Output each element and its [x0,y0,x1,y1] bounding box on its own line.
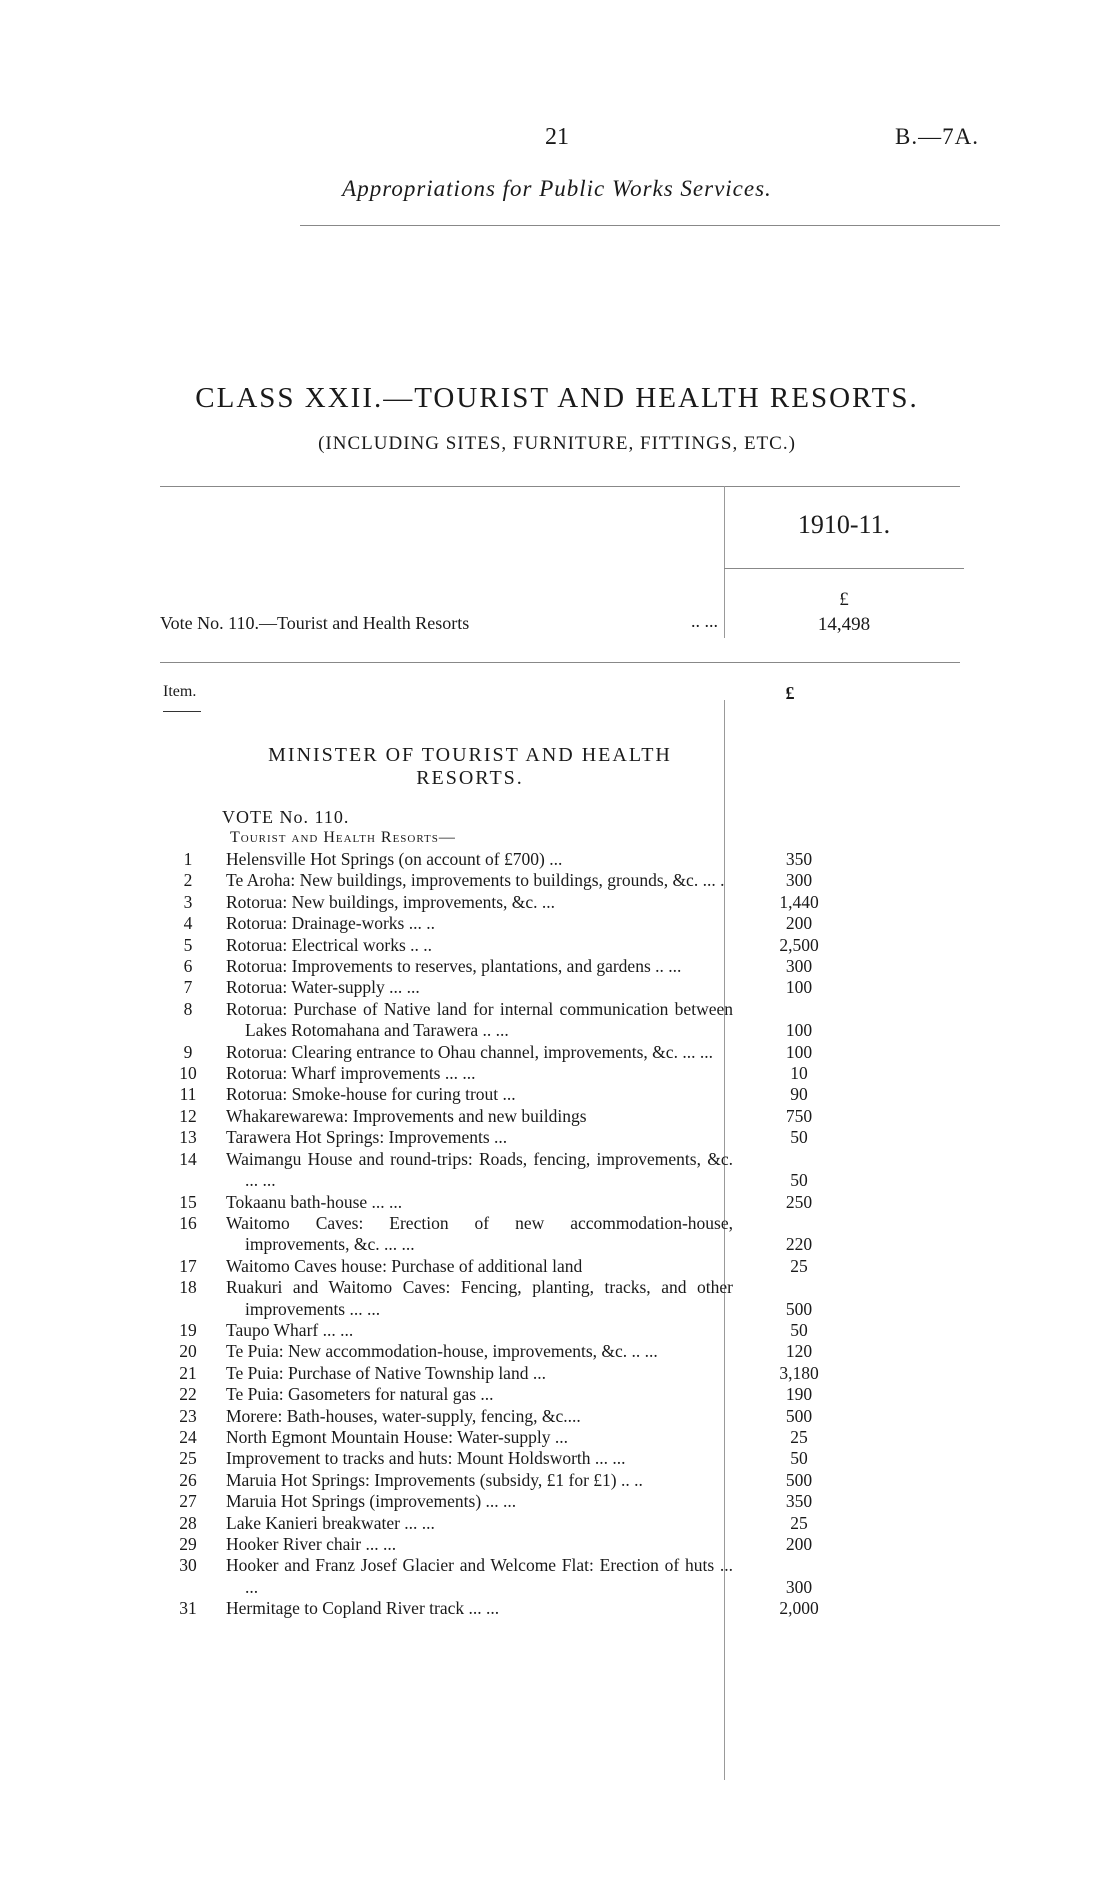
row-spacer [857,1406,977,1427]
financial-year: 1910-11. [797,510,891,539]
running-head: Appropriations for Public Works Services. [342,176,772,201]
item-number: 3 [183,891,193,912]
item-amount: 90 [790,1084,808,1105]
item-description: Tokaanu bath-house ... ... [226,1191,403,1212]
table-row [150,999,977,1042]
item-description: North Egmont Mountain House: Water-supply ... [226,1426,569,1447]
item-description: Rotorua: Electrical works .. .. [226,934,433,955]
summary-bottom-rule [160,662,960,663]
vote-leader-dots: .. ... [691,611,718,631]
item-description: Improvement to tracks and huts: Mount Holdsworth ... ... [226,1448,626,1469]
item-description: Taupo Wharf ... ... [226,1319,354,1340]
item-number: 13 [179,1127,197,1148]
item-amount: 100 [785,1020,813,1041]
item-description: Te Aroha: New buildings, improvements to buildings, grounds, &c. ... . [226,870,725,891]
row-spacer [857,1149,977,1192]
table-row [150,1491,977,1512]
item-description: Hooker River chair ... ... [226,1534,397,1554]
table-row [150,1363,977,1384]
table-row [150,1448,977,1469]
item-amount: 100 [785,977,813,998]
document-reference: B.—7A. [895,124,979,149]
item-description: Te Puia: New accommodation-house, improvements, &c. .. ... [226,1341,658,1362]
item-description: Rotorua: Drainage-works ... .. [226,913,435,934]
item-number: 5 [183,934,193,955]
row-spacer [857,1534,977,1555]
item-number: 11 [179,1084,197,1105]
row-spacer [857,1213,977,1256]
item-description: Rotorua: Clearing entrance to Ohau channel, improvements, &c. ... ... [226,1041,713,1062]
appropriation-items-table [150,849,977,1620]
item-amount: 220 [785,1234,813,1255]
item-number: 7 [183,977,193,998]
item-amount: 350 [785,849,813,869]
amount-column-header: £ [785,683,795,703]
item-amount: 3,180 [779,1362,819,1383]
item-number: 2 [183,870,193,891]
item-description: Waimangu House and round-trips: Roads, fencing, improvements, &c. ... ... [226,1148,733,1191]
row-spacer [857,977,977,998]
item-amount: 100 [785,1041,813,1062]
table-row [150,977,977,998]
minister-heading: MINISTER OF TOURIST AND HEALTH RESORTS. [268,744,672,789]
item-number: 14 [179,1148,197,1169]
row-spacer [857,1320,977,1341]
item-amount: 2,500 [779,934,819,955]
item-amount: 25 [790,1512,808,1533]
row-spacer [857,849,977,870]
item-number: 4 [183,913,193,934]
row-spacer [857,999,977,1042]
vote-label: Vote No. 110.—Tourist and Health Resorts [160,613,470,633]
item-description: Te Puia: Gasometers for natural gas ... [226,1384,494,1405]
item-description: Hooker and Franz Josef Glacier and Welcome Flat: Erection of huts ... ... [226,1555,733,1597]
item-description: Rotorua: Purchase of Native land for internal communication between Lakes Rotomahana and Tarawera .. ... [226,998,733,1041]
item-number: 8 [183,998,193,1019]
item-amount: 10 [790,1063,808,1084]
table-row [150,1063,977,1084]
item-amount: 120 [785,1341,813,1362]
item-description: Waitomo Caves: Erection of new accommodation-house, improvements, &c. ... ... [226,1212,733,1255]
item-amount: 50 [790,1170,808,1191]
row-spacer [857,1555,977,1598]
table-row [150,1084,977,1105]
table-row [150,1384,977,1405]
row-spacer [857,1042,977,1063]
item-number: 26 [179,1469,197,1490]
table-row [150,1427,977,1448]
item-amount: 50 [790,1448,808,1469]
row-spacer [857,1063,977,1084]
item-amount: 500 [785,1298,813,1319]
item-number: 25 [179,1448,197,1469]
item-description: Tarawera Hot Springs: Improvements ... [226,1127,508,1148]
item-description: Maruia Hot Springs (improvements) ... ... [226,1491,517,1512]
item-amount: 1,440 [779,891,819,912]
row-spacer [857,1192,977,1213]
year-underline [724,568,964,569]
item-number: 30 [179,1555,197,1576]
item-description: Te Puia: Purchase of Native Township land ... [226,1362,546,1383]
row-spacer [857,1513,977,1534]
item-description: Waitomo Caves house: Purchase of additional land [226,1255,583,1276]
item-amount: 50 [790,1319,808,1340]
row-spacer [857,870,977,891]
table-row [150,1277,977,1320]
item-number: 23 [179,1405,197,1426]
row-spacer [857,1470,977,1491]
row-spacer [857,1341,977,1362]
row-spacer [857,892,977,913]
item-description: Hermitage to Copland River track ... ... [226,1598,500,1619]
item-number: 12 [179,1105,197,1126]
item-number: 9 [183,1041,193,1062]
item-number: 24 [179,1426,197,1447]
table-row [150,1192,977,1213]
item-number: 6 [183,956,193,977]
item-number: 15 [179,1191,197,1212]
table-row [150,1406,977,1427]
row-spacer [857,1598,977,1619]
item-number: 27 [179,1491,197,1512]
table-row [150,1341,977,1362]
table-row [150,1042,977,1063]
item-number: 18 [179,1277,197,1298]
item-number: 1 [183,849,193,869]
table-row [150,1534,977,1555]
row-spacer [857,1256,977,1277]
items-body [150,849,977,1620]
row-spacer [857,1277,977,1320]
class-subtitle: (INCLUDING SITES, FURNITURE, FITTINGS, ETC.) [318,433,796,454]
item-amount: 250 [785,1191,813,1212]
item-number: 28 [179,1512,197,1533]
row-spacer [857,1106,977,1127]
class-title: CLASS XXII.—TOURIST AND HEALTH RESORTS. [195,382,919,414]
table-row [150,1149,977,1192]
item-description: Rotorua: Water-supply ... ... [226,977,420,998]
row-spacer [857,1448,977,1469]
item-description: Maruia Hot Springs: Improvements (subsidy, £1 for £1) .. .. [226,1469,643,1490]
item-description: Morere: Bath-houses, water-supply, fencing, &c.... [226,1405,581,1426]
table-row [150,1256,977,1277]
table-row [150,1555,977,1598]
item-description: Rotorua: New buildings, improvements, &c. ... [226,891,556,912]
row-spacer [857,913,977,934]
item-number: 29 [179,1534,197,1554]
item-description: Lake Kanieri breakwater ... ... [226,1512,435,1533]
row-spacer [857,1363,977,1384]
item-description: Helensville Hot Springs (on account of £700) ... [226,849,563,869]
item-description: Rotorua: Wharf improvements ... ... [226,1063,476,1084]
item-amount: 2,000 [779,1598,819,1619]
item-column-header: Item. [163,683,197,700]
item-amount: 50 [790,1127,808,1148]
item-amount: 25 [790,1426,808,1447]
item-amount: 500 [785,1469,813,1490]
item-amount: 200 [785,913,813,934]
item-description: Ruakuri and Waitomo Caves: Fencing, planting, tracks, and other improvements ... ... [226,1277,733,1319]
table-row [150,1598,977,1619]
row-spacer [857,1491,977,1512]
header-rule [300,225,1000,226]
item-description: Rotorua: Improvements to reserves, plantations, and gardens .. ... [226,956,682,977]
category-heading: Tourist and Health Resorts— [230,829,456,846]
item-amount: 200 [785,1534,813,1554]
row-spacer [857,1127,977,1148]
item-amount: 190 [785,1384,813,1405]
item-number: 17 [179,1255,197,1276]
summary-currency: £ [839,589,849,610]
vote-subheading: VOTE No. 110. [222,807,350,827]
item-number: 22 [179,1384,197,1405]
table-row [150,892,977,913]
vote-amount: 14,498 [817,614,871,635]
table-row [150,956,977,977]
table-row [150,935,977,956]
table-row [150,849,977,870]
table-row [150,1470,977,1491]
table-row [150,913,977,934]
item-number: 31 [179,1598,197,1619]
row-spacer [857,1427,977,1448]
item-amount: 300 [785,870,813,891]
item-number: 10 [179,1063,197,1084]
table-row [150,870,977,891]
item-header-underline [163,711,201,712]
row-spacer [857,1084,977,1105]
row-spacer [857,935,977,956]
table-row [150,1213,977,1256]
item-amount: 25 [790,1255,808,1276]
table-row [150,1320,977,1341]
item-number: 16 [179,1212,197,1233]
summary-top-rule [160,486,960,487]
row-spacer [857,956,977,977]
row-spacer [857,1384,977,1405]
item-number: 19 [179,1319,197,1340]
item-amount: 500 [785,1405,813,1426]
item-amount: 300 [785,1576,813,1597]
item-amount: 750 [785,1105,813,1126]
table-row [150,1513,977,1534]
item-number: 21 [179,1362,197,1383]
item-amount: 300 [785,956,813,977]
item-description: Whakarewarewa: Improvements and new buildings [226,1105,587,1126]
item-number: 20 [179,1341,197,1362]
table-row [150,1106,977,1127]
item-description: Rotorua: Smoke-house for curing trout ... [226,1084,516,1105]
page-number: 21 [545,124,569,150]
item-amount: 350 [785,1491,813,1512]
table-row [150,1127,977,1148]
